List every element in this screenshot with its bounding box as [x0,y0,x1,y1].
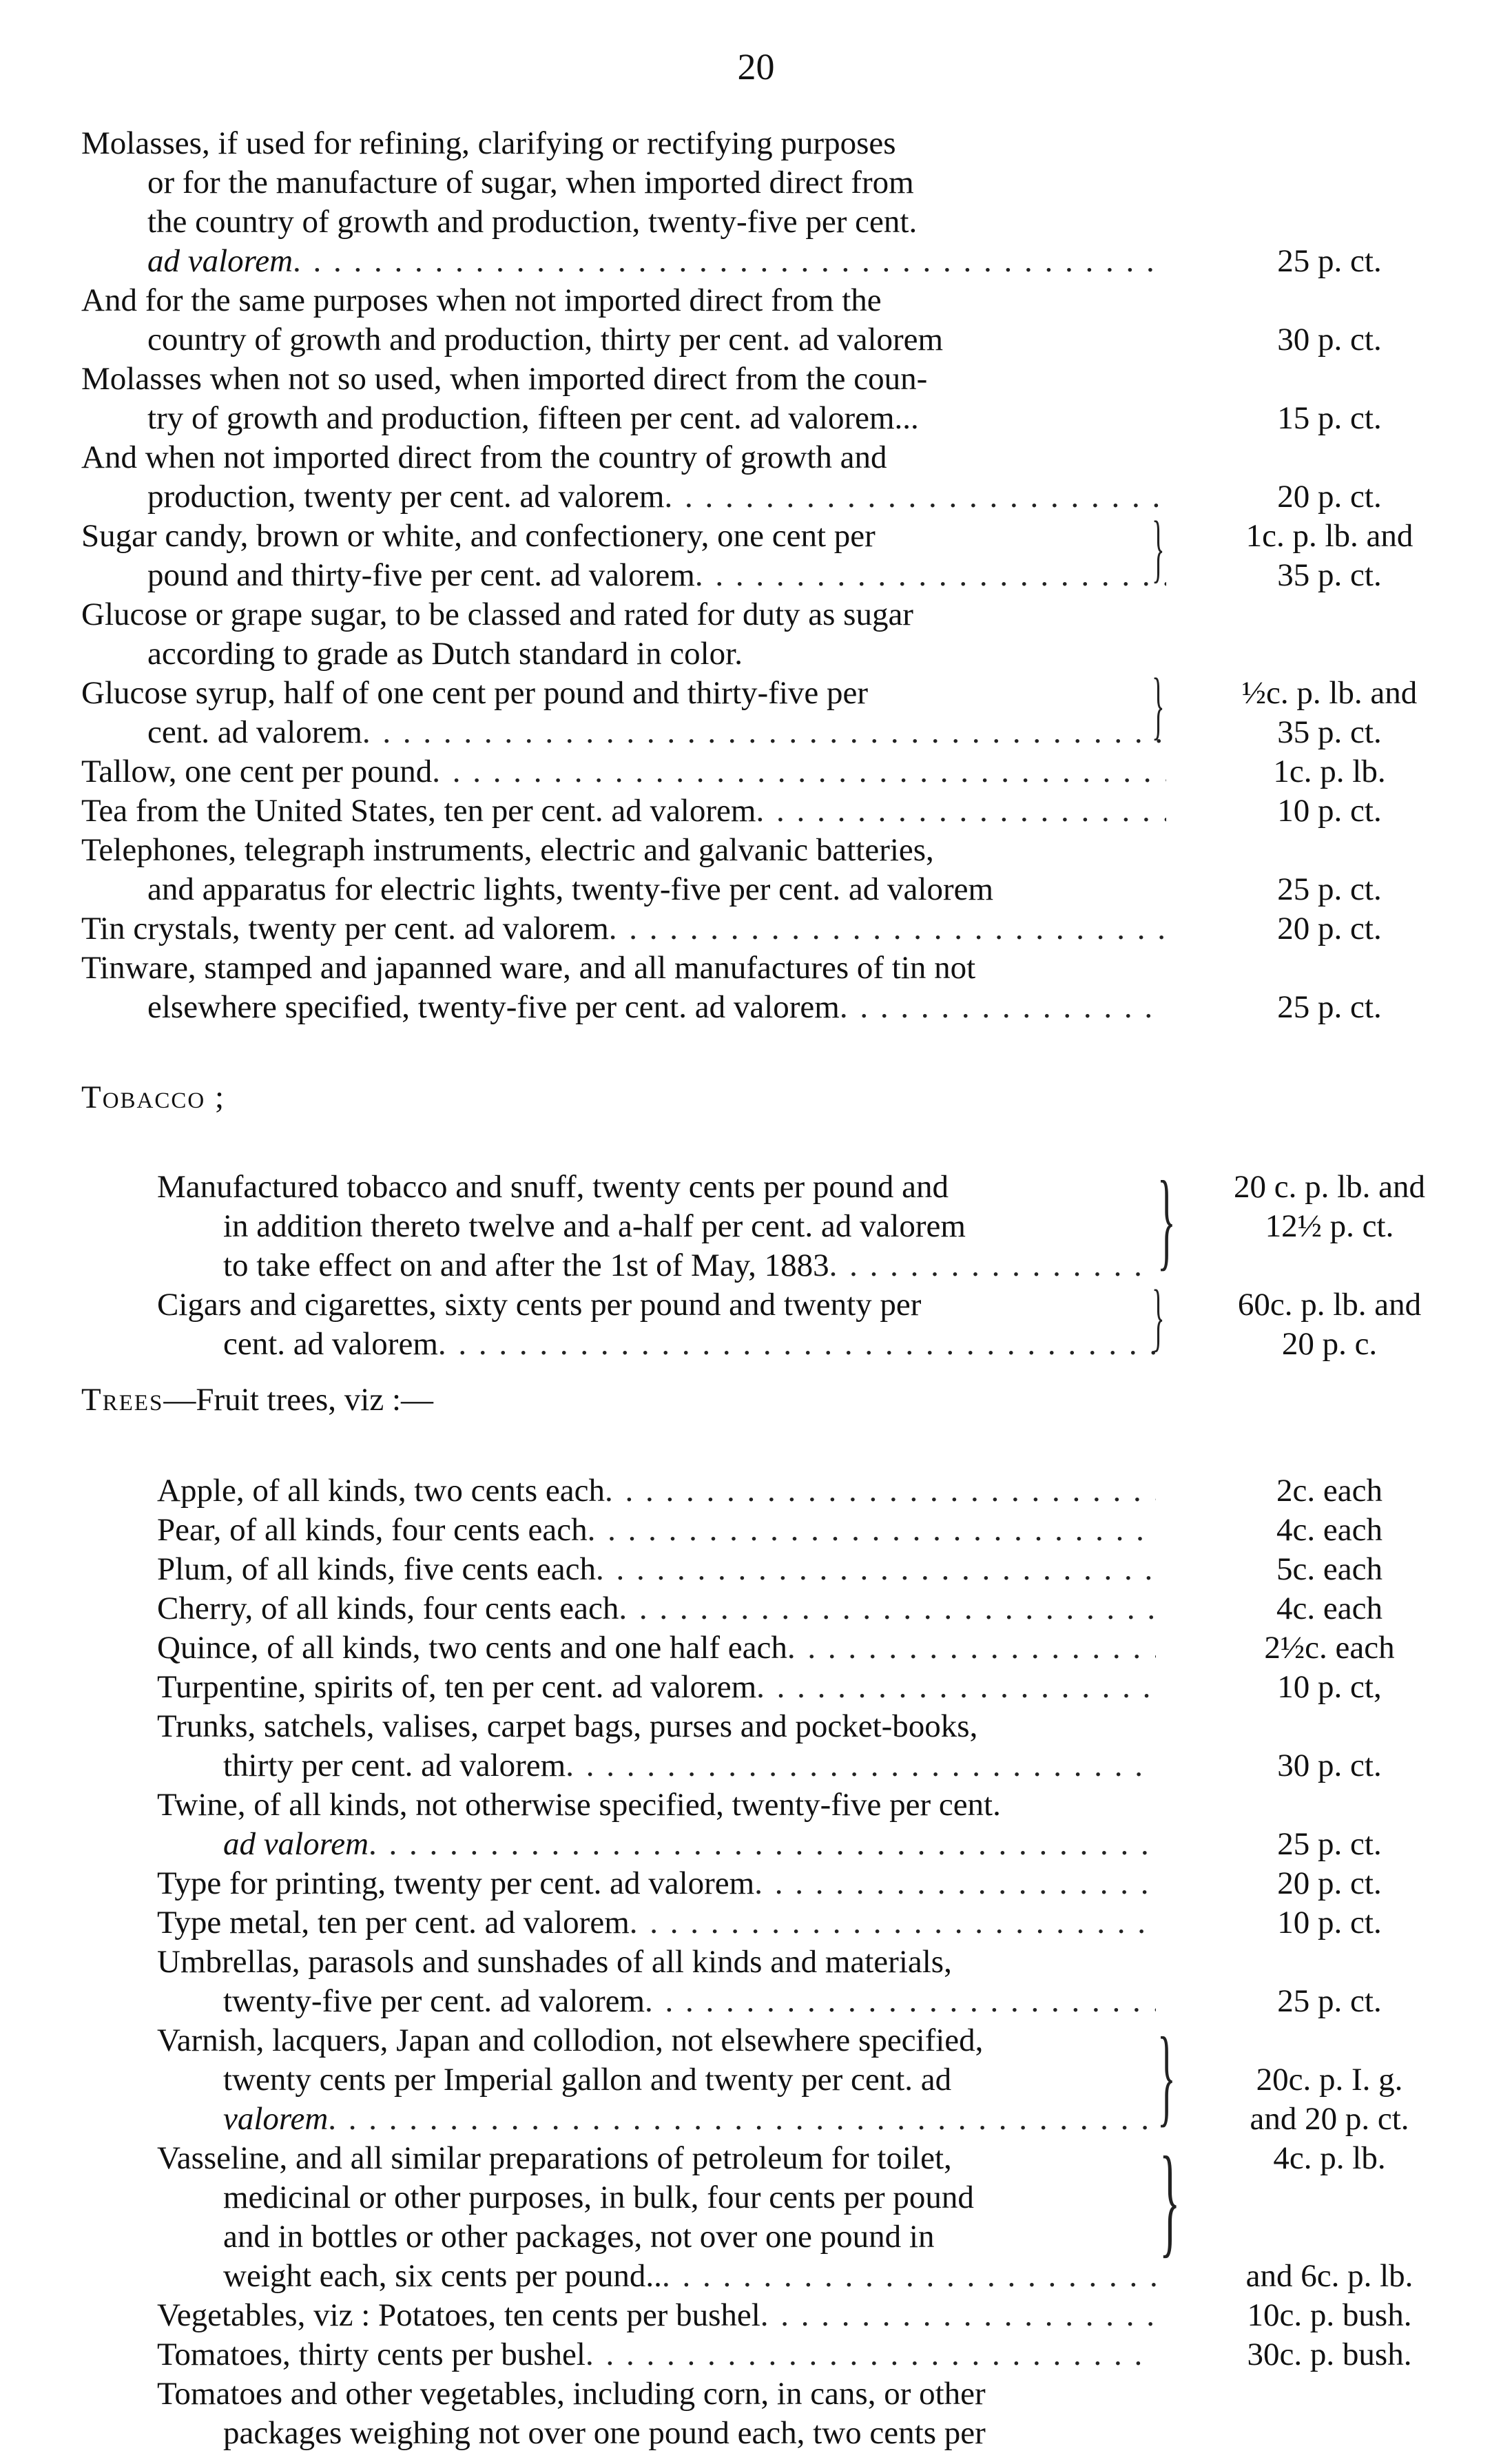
leader-dots [645,1982,1156,2021]
entry-line: Tea from the United States, ten per cent. ad valorem [81,793,756,829]
leader-dots [787,1628,1156,1668]
list-item [157,2296,1156,2335]
rate: 4c. p. lb. [1273,2140,1386,2176]
entry-line: country of growth and production, thirty per cent. ad valorem [147,322,944,358]
trees-rates [1192,1471,1467,2374]
entry-line: Umbrellas, parasols and sunshades of all kinds and materials, [157,1944,952,1980]
rate: 2c. each [1276,1473,1382,1509]
entry-line: the country of growth and production, twenty-five per cent. [147,204,918,240]
entry-line: Tomatoes and other vegetables, including corn, in cans, or other [157,2376,986,2412]
entry-line: ad valorem [223,1826,369,1862]
leader-dots [619,1589,1156,1628]
rate-line: 35 p. ct. [1277,714,1382,750]
rate: 25 p. ct. [1277,989,1382,1025]
entry-line: Telephones, telegraph instruments, electric and galvanic batteries, [81,832,934,868]
entry-line: Tomatoes, thirty cents per bushel [157,2337,586,2372]
heading: Tobacco ; [81,1079,226,1115]
rate: 10c. p. bush. [1247,2297,1412,2333]
rate: 20 p. ct. [1277,911,1382,946]
entry-line: production, twenty per cent. ad valorem [147,479,665,515]
list-item [157,1550,1156,1589]
rate: 25 p. ct. [1277,871,1382,907]
entry-line: try of growth and production, fifteen per cent. ad valorem... [147,400,919,436]
rate: 20 p. ct. [1277,1865,1382,1901]
leader-dots [432,752,1166,791]
rate: 30 p. ct. [1277,322,1382,358]
entry-line: Trunks, satchels, valises, carpet bags, purses and pocket-books, [157,1708,978,1744]
leader-dots [760,2296,1156,2335]
entry-line: and apparatus for electric lights, twenty-five per cent. ad valorem [147,871,994,907]
rate-line: 35 p. ct. [1277,557,1382,593]
entry-line: ad valorem [147,243,293,279]
leader-dots [754,1864,1156,1903]
rate [1192,1285,1467,1364]
rate: 4c. each [1276,1591,1382,1626]
entry-line: Glucose syrup, half of one cent per pound and thirty-five per [81,675,868,711]
leader-dots [630,1903,1156,1943]
entry-line: Apple, of all kinds, two cents each [157,1473,605,1509]
entry-line: in addition thereto twelve and a-half per cent. ad valorem [223,1208,966,1244]
heading-rest: —Fruit trees, viz :— [163,1382,433,1418]
brace-icon: } [1159,2131,1181,2268]
leader-dots [662,2257,1156,2296]
rate: 25 p. ct. [1277,1826,1382,1862]
entry-telephones [81,831,1166,909]
leader-dots [664,477,1166,517]
entry-tallow [81,752,1166,791]
entry-line: Type for printing, twenty per cent. ad valorem [157,1865,755,1901]
rate: and 6c. p. lb. [1245,2258,1413,2294]
entry-line: Plum, of all kinds, five cents each [157,1551,596,1587]
brace-icon: } [1152,1274,1165,1358]
entry-line: Cherry, of all kinds, four cents each [157,1591,619,1626]
entry-line: Glucose or grape sugar, to be classed and rated for duty as sugar [81,597,913,632]
entry-line: weight each, six cents per pound.. [223,2258,662,2294]
entry-line: Cigars and cigarettes, sixty cents per pound and twenty per [157,1287,922,1323]
rate-line: 12½ p. ct. [1265,1208,1394,1244]
rate: 25 p. ct. [1277,1983,1382,2019]
entry-tin-crystals [81,909,1166,949]
entry-glucose [81,595,1166,674]
brace-icon: } [1157,2014,1176,2137]
entry-line: Tallow, one cent per pound [81,754,433,789]
list-item [157,1864,1156,1903]
entry-line: twenty-five per cent. ad valorem [223,1983,645,2019]
entry-molasses-indirect [81,438,1166,517]
section-heading-tobacco [81,1078,1166,1117]
rate-line: 60c. p. lb. and [1237,1287,1422,1323]
entry-line: packages weighing not over one pound each, two cents per [223,2415,986,2451]
rate: 30 p. ct. [1277,1748,1382,1783]
leader-dots [756,1668,1156,1707]
list-item [157,1471,1156,1511]
entry-molasses-not-used [81,360,1166,438]
rate-line: 20 c. p. lb. and [1233,1169,1426,1205]
entry-line: pound and thirty-five per cent. ad valorem [147,557,695,593]
entry-line: Vegetables, viz : Potatoes, ten cents per bushel [157,2297,760,2333]
rate: and 20 p. ct. [1250,2101,1409,2137]
rate [1192,674,1467,752]
leader-dots [586,2335,1156,2374]
rate: 25 p. ct. [1277,243,1382,279]
entry-line: and in bottles or other packages, not over one pound in [223,2219,935,2255]
leader-dots [369,1825,1156,1864]
rate: 4c. each [1276,1512,1382,1548]
entry-line: cent. ad valorem [147,714,362,750]
entry-line: valorem [223,2101,329,2137]
brace-icon: } [1152,506,1165,590]
trees-list [157,1343,1156,2453]
page-number: 20 [737,46,775,87]
leader-dots [756,791,1166,831]
entry-line: thirty per cent. ad valorem [223,1748,566,1783]
entry-molasses-refining [81,124,1166,281]
entry-line: medicinal or other purposes, in bulk, four cents per pound [223,2180,974,2215]
entry-line: Twine, of all kinds, not otherwise specified, twenty-five per cent. [157,1787,1001,1823]
entry-line: to take effect on and after the 1st of May, 1883 [223,1248,829,1283]
rate-line: 1c. p. lb. and [1245,518,1413,554]
rate-line: ½c. p. lb. and [1241,675,1418,711]
entry-line: cent. ad valorem [223,1326,438,1362]
rate [1192,517,1467,595]
entry-glucose-syrup [81,674,1166,752]
rate: 10 p. ct. [1277,793,1382,829]
entry-line: Sugar candy, brown or white, and confectionery, one cent per [81,518,876,554]
leader-dots [566,1746,1156,1786]
leader-dots [695,556,1166,595]
leader-dots [588,1511,1156,1550]
brace-icon: } [1157,1158,1176,1281]
rate: 30c. p. bush. [1247,2337,1412,2372]
entry-line: Tinware, stamped and japanned ware, and all manufactures of tin not [81,950,976,986]
leader-dots [362,713,1166,752]
leader-dots [328,2100,1156,2139]
entry-line: Tin crystals, twenty per cent. ad valorem [81,911,609,946]
rate-line: 20 p. c. [1281,1326,1378,1362]
heading: Trees [81,1382,164,1418]
leader-dots [605,1471,1156,1511]
entry-line: Vasseline, and all similar preparations of petroleum for toilet, [157,2140,952,2176]
entry-line: twenty cents per Imperial gallon and twenty per cent. ad [223,2062,952,2098]
entry-line: Turpentine, spirits of, ten per cent. ad valorem [157,1669,757,1705]
list-item [157,1511,1156,1550]
entry-line: Type metal, ten per cent. ad valorem [157,1905,630,1940]
rate: 15 p. ct. [1277,400,1382,436]
entry-line: Quince, of all kinds, two cents and one half each [157,1630,787,1666]
rate: 1c. p. lb. [1273,754,1386,789]
brace-icon: } [1152,663,1165,747]
leader-dots [829,1246,1156,1285]
entry-tinware [81,949,1166,1027]
entry-line: Varnish, lacquers, Japan and collodion, not elsewhere specified, [157,2022,984,2058]
entry-line: Molasses when not so used, when imported direct from the coun- [81,361,928,397]
entry-tea [81,791,1166,831]
entry-line: according to grade as Dutch standard in color. [147,636,743,672]
rate: 5c. each [1276,1551,1382,1587]
rate: 10 p. ct, [1277,1669,1382,1705]
entry-sugar-candy [81,517,1166,595]
entry-line: And when not imported direct from the country of growth and [81,439,887,475]
entry-line: or for the manufacture of sugar, when imported direct from [147,165,914,200]
entry-line: And for the same purposes when not imported direct from the [81,282,882,318]
list-item [157,1903,1156,1943]
entry-manufactured-tobacco [157,1168,1156,1285]
rate [1192,1168,1467,1246]
list-item [157,1668,1156,1707]
entry-molasses-not-direct [81,281,1166,360]
entry-line: Molasses, if used for refining, clarifying or rectifying purposes [81,125,896,161]
list-item [157,1628,1156,1668]
leader-dots [293,242,1166,281]
leader-dots [596,1550,1156,1589]
entry-line: Pear, of all kinds, four cents each [157,1512,588,1548]
entry-line: elsewhere specified, twenty-five per cent. ad valorem [147,989,840,1025]
entry-line: Manufactured tobacco and snuff, twenty cents per pound and [157,1169,949,1205]
rate: 10 p. ct. [1277,1905,1382,1940]
leader-dots [840,988,1166,1027]
rate: 20 p. ct. [1277,479,1382,515]
list-item [157,1589,1156,1628]
list-item [157,2335,1156,2374]
leader-dots [609,909,1166,949]
rate: 20c. p. I. g. [1256,2062,1403,2098]
rate: 2½c. each [1264,1630,1395,1666]
